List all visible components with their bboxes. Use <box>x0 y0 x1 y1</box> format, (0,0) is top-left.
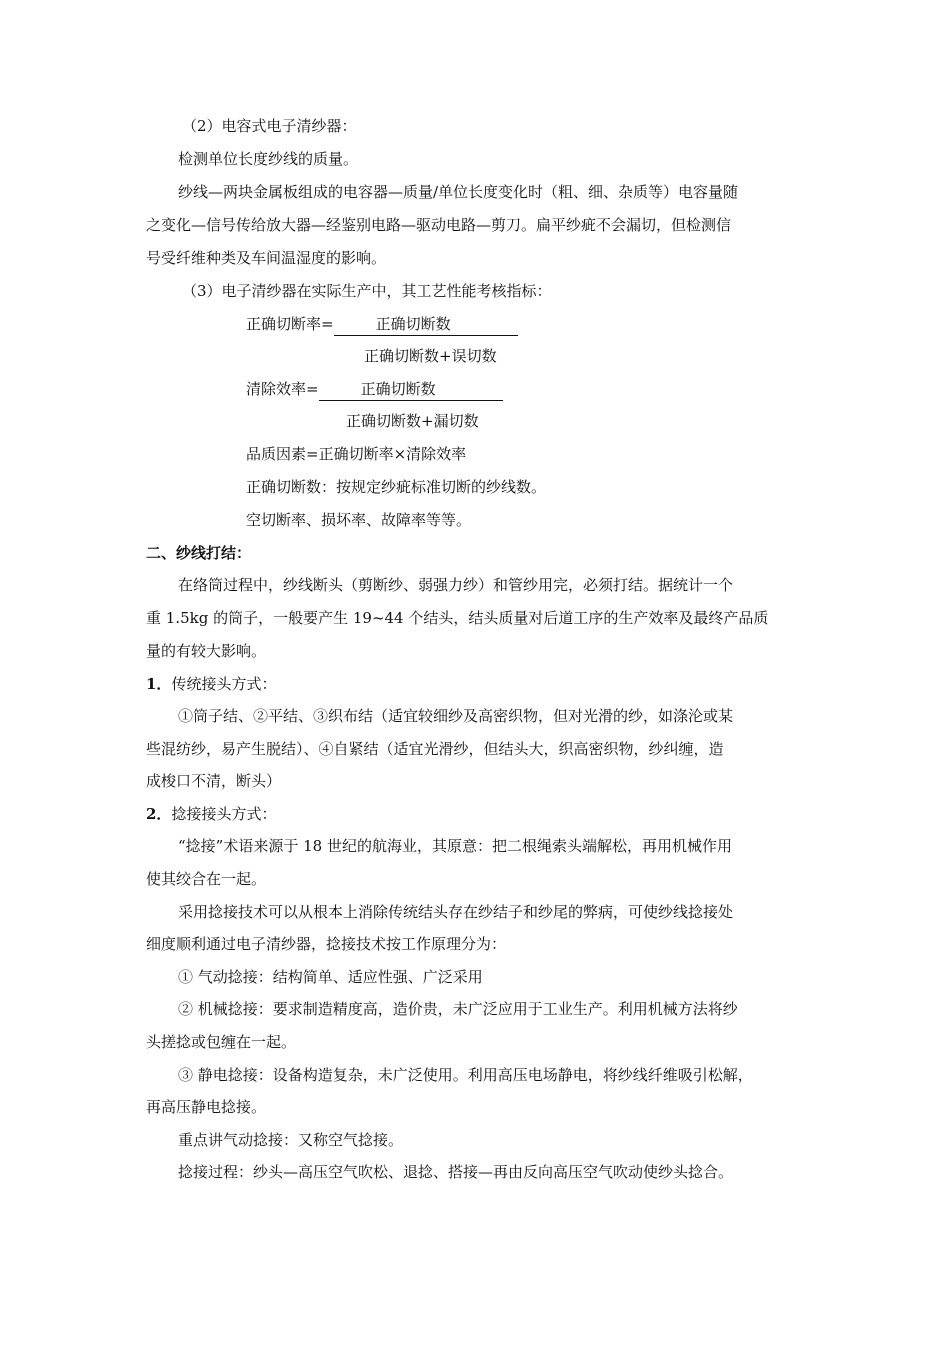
subheading-indicators: （3）电子清纱器在实际生产中，其工艺性能考核指标： <box>182 282 552 300</box>
formula-quality-factor: 品质因素=正确切断率×清除效率 <box>246 445 467 463</box>
paragraph-line: ①筒子结、②平结、③织布结（适宜较细纱及高密织物，但对光滑的纱，如涤沦或某 <box>178 707 734 725</box>
subheading-number: 2． <box>146 805 172 823</box>
subheading-text: 传统接头方式： <box>171 675 277 693</box>
paragraph-line: 再高压静电捻接。 <box>146 1098 267 1116</box>
subheading-traditional <box>146 674 276 694</box>
definition-line: 正确切断数：按规定纱疵标准切断的纱线数。 <box>246 478 547 496</box>
formula-denominator: 正确切断数+漏切数 <box>346 412 479 430</box>
paragraph-line: 重点讲气动捻接：又称空气捻接。 <box>178 1131 404 1149</box>
formula-cut-rate <box>246 314 518 336</box>
paragraph-line: 细度顺利通过电子清纱器，捻接技术按工作原理分为： <box>146 935 507 953</box>
formula-clear-efficiency <box>246 379 503 401</box>
paragraph-line: 量的有较大影响。 <box>146 642 267 660</box>
paragraph-line: 号受纤维种类及车间温湿度的影响。 <box>146 249 387 267</box>
paragraph-line: 头搓捻或包缠在一起。 <box>146 1033 297 1051</box>
paragraph-line: 成梭口不清，断头） <box>146 772 282 790</box>
subheading-text: 捻接接头方式： <box>171 805 277 823</box>
paragraph-line: 使其绞合在一起。 <box>146 870 267 888</box>
formula-denominator: 正确切断数+误切数 <box>364 347 497 365</box>
list-item-pneumatic: ① 气动捻接：结构简单、适应性强、广泛采用 <box>178 968 483 986</box>
formula-numerator: 正确切断数 <box>334 314 518 336</box>
paragraph-line: 纱线—两块金属板组成的电容器—质量/单位长度变化时（粗、细、杂质等）电容量随 <box>178 183 739 201</box>
paragraph-line: 重 1.5kg 的筒子，一般要产生 19~44 个结头，结头质量对后道工序的生产效率及最终产品质 <box>146 609 769 627</box>
formula-numerator: 正确切断数 <box>319 379 503 401</box>
list-item-electrostatic: ③ 静电捻接：设备构造复杂，未广泛使用。利用高压电场静电，将纱线纤维吸引松解， <box>178 1066 753 1084</box>
formula-label: 清除效率= <box>246 380 319 398</box>
subheading-capacitive: （2）电容式电子清纱器： <box>182 117 357 135</box>
paragraph-line: 些混纺纱，易产生脱结）、④自紧结（适宜光滑纱，但结头大，织高密织物，纱纠缠，造 <box>146 740 724 758</box>
paragraph-line: 在络筒过程中，纱线断头（剪断纱、弱强力纱）和管纱用完，必须打结。据统计一个 <box>178 576 734 594</box>
formula-label: 正确切断率= <box>246 315 334 333</box>
subheading-number: 1． <box>146 675 172 693</box>
section-heading-knotting: 二、纱线打结： <box>146 544 252 562</box>
paragraph-line: 采用捻接技术可以从根本上消除传统结头存在纱结子和纱尾的弊病，可使纱线捻接处 <box>178 903 734 921</box>
list-item-mechanical: ② 机械捻接：要求制造精度高，造价贵，未广泛应用于工业生产。利用机械方法将纱 <box>178 1000 738 1018</box>
subheading-splicing <box>146 804 276 824</box>
paragraph-line: 检测单位长度纱线的质量。 <box>178 150 359 168</box>
paragraph-line: 捻接过程：纱头—高压空气吹松、退捻、搭接—再由反向高压空气吹动使纱头捻合。 <box>178 1163 734 1181</box>
paragraph-line: 之变化—信号传给放大器—经鉴别电路—驱动电路—剪刀。扁平纱疵不会漏切，但检测信 <box>146 216 732 234</box>
paragraph-line: “捻接”术语来源于 18 世纪的航海业，其原意：把二根绳索头端解松，再用机械作用 <box>178 837 732 855</box>
definition-line: 空切断率、损坏率、故障率等等。 <box>246 511 472 529</box>
